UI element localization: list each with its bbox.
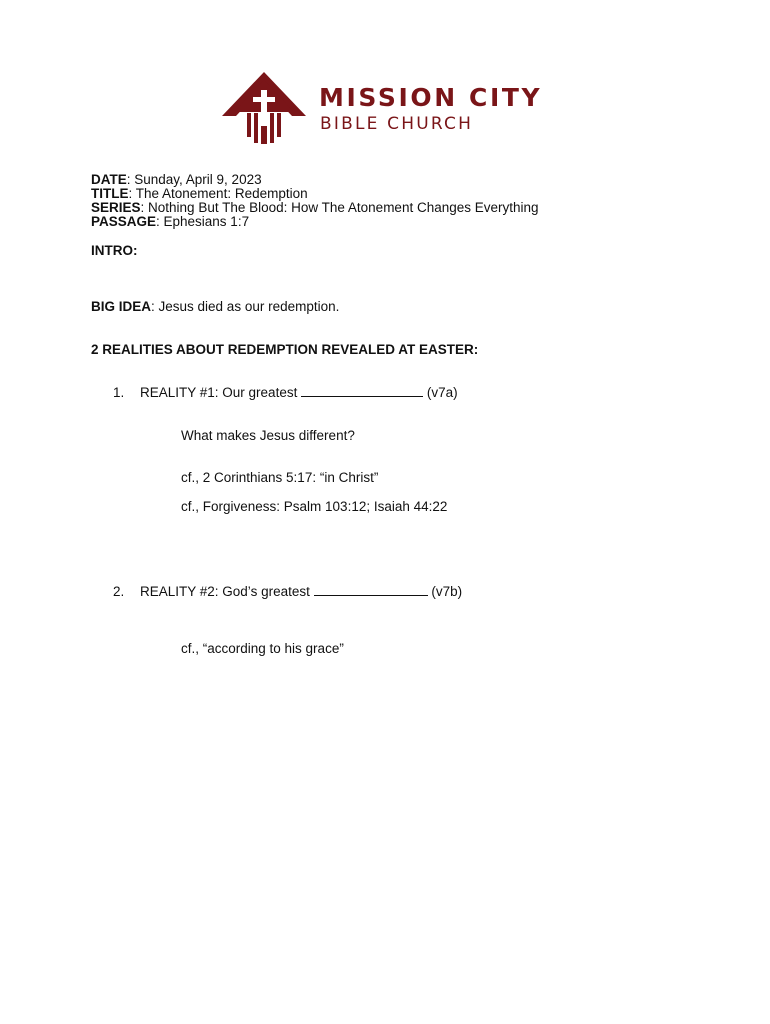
series-line — [91, 200, 539, 215]
section-heading: 2 REALITIES ABOUT REDEMPTION REVEALED AT EASTER: — [91, 342, 479, 357]
reality-1-ref: (v7a) — [426, 385, 458, 400]
fill-in-blank[interactable] — [301, 385, 423, 397]
reality-1-number: 1. — [113, 385, 125, 400]
logo-title: MISSION CITY — [319, 83, 543, 112]
title-value: : The Atonement: Redemption — [128, 186, 308, 201]
reality-2-line — [140, 584, 462, 599]
reality-1-note: What makes Jesus different? — [181, 428, 355, 443]
title-line — [91, 186, 308, 201]
passage-label: PASSAGE — [91, 214, 157, 229]
title-label: TITLE — [91, 186, 129, 201]
reality-1-note: cf., 2 Corinthians 5:17: “in Christ” — [181, 470, 379, 485]
logo-subtitle: BIBLE CHURCH — [320, 114, 474, 134]
date-line — [91, 172, 262, 187]
reality-1-note: cf., Forgiveness: Psalm 103:12; Isaiah 44:22 — [181, 499, 448, 514]
big-idea-line — [91, 299, 339, 314]
reality-2-text: REALITY #2: God’s greatest — [140, 584, 310, 599]
reality-1-line — [140, 385, 458, 400]
reality-2-ref: (v7b) — [431, 584, 463, 599]
reality-2-note: cf., “according to his grace” — [181, 641, 344, 656]
roof-cross-logo-icon — [222, 72, 308, 144]
big-idea-value: : Jesus died as our redemption. — [151, 299, 340, 314]
date-label: DATE — [91, 172, 127, 187]
fill-in-blank[interactable] — [314, 584, 428, 596]
intro-heading: INTRO: — [91, 243, 138, 258]
reality-2-number: 2. — [113, 584, 125, 599]
passage-line — [91, 214, 249, 229]
big-idea-label: BIG IDEA — [91, 299, 152, 314]
reality-1-text: REALITY #1: Our greatest — [140, 385, 298, 400]
church-logo — [222, 72, 552, 144]
series-value: : Nothing But The Blood: How The Atonement Changes Everything — [140, 200, 539, 215]
date-value: : Sunday, April 9, 2023 — [126, 172, 262, 187]
passage-value: : Ephesians 1:7 — [156, 214, 250, 229]
series-label: SERIES — [91, 200, 141, 215]
